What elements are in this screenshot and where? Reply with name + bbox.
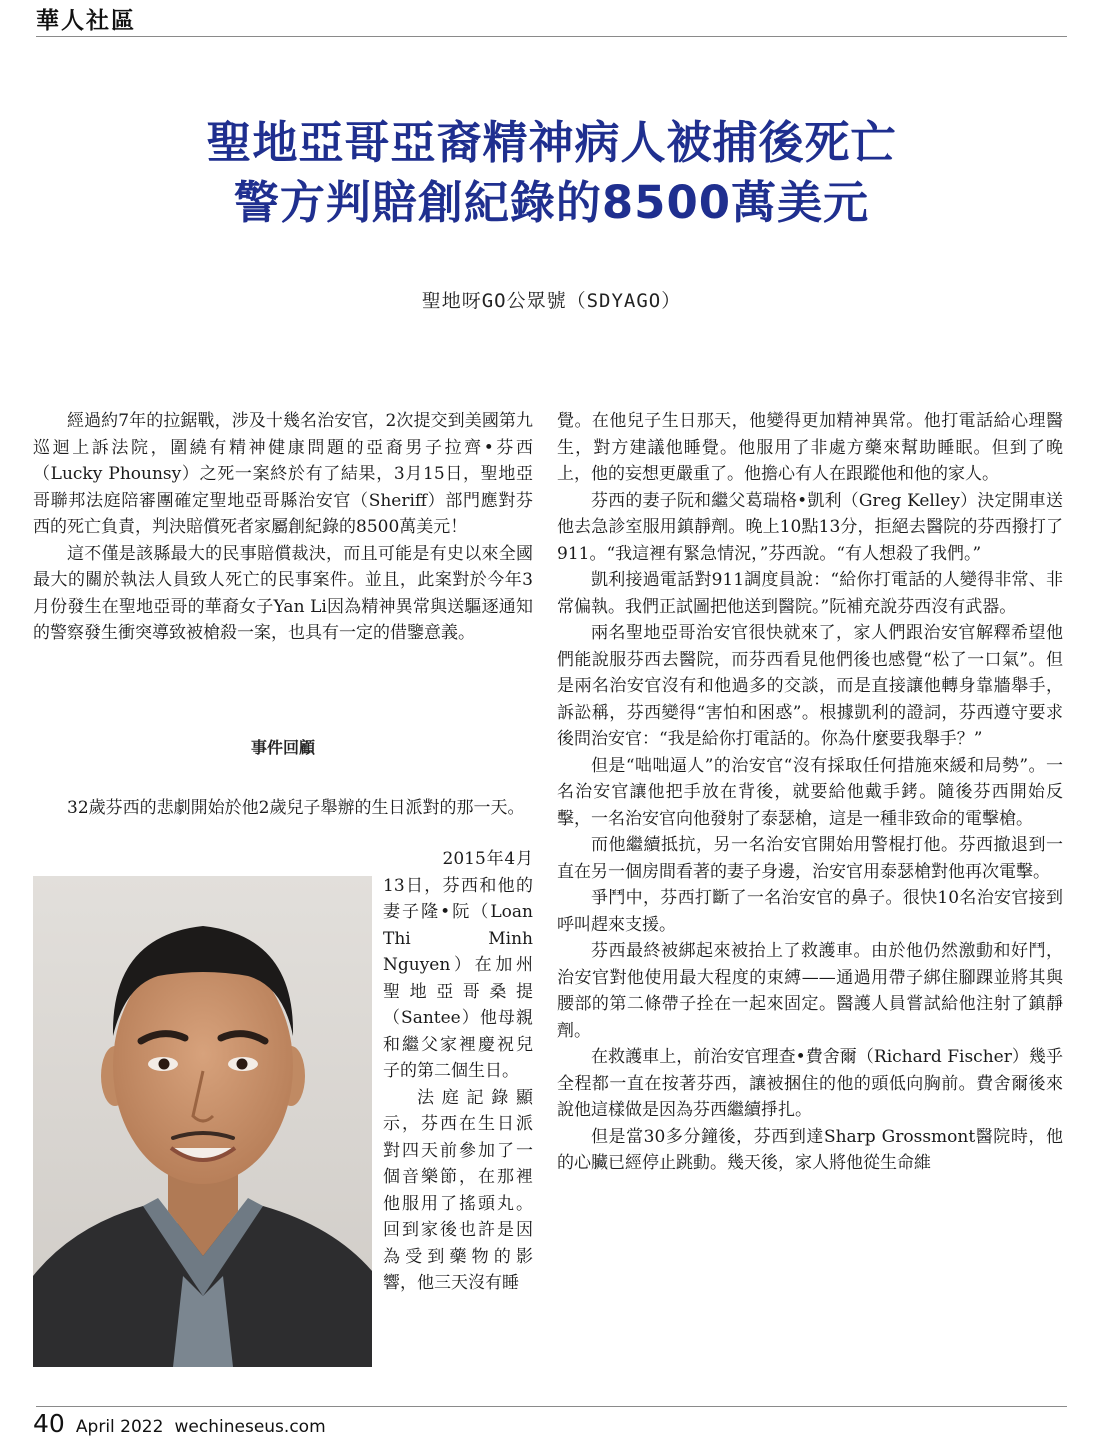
bottom-divider [36, 1406, 1067, 1407]
portrait-photo [33, 876, 372, 1367]
paragraph: 兩名聖地亞哥治安官很快就來了，家人們跟治安官解釋希望他們能說服芬西去醫院，而芬西看見他們後也感覺“松了一口氣”。但是兩名治安官沒有和他過多的交談，而是直接讓他轉身靠牆舉手，訴訟稱，芬西變得“害怕和困惑”。根據凱利的證詞，芬西遵守要求後問治安官：“我是給你打電話的。你為什麼要我舉手？” [557, 623, 1063, 749]
paragraph: 爭鬥中，芬西打斷了一名治安官的鼻子。很快10名治安官接到呼叫趕來支援。 [557, 888, 1063, 935]
paragraph: 這不僅是該縣最大的民事賠償裁決，而且可能是有史以來全國最大的關於執法人員致人死亡的民事案件。並且，此案對於今年3月份發生在聖地亞哥的華裔女子Yan Li因為精神異常與送驅逐通知的警察發生衝突導致被槍殺一案，也具有一定的借鑒意義。 [33, 543, 533, 643]
paragraph: 凱利接過電話對911調度員說：“給你打電話的人變得非常、非常偏執。我們正試圖把他送到醫院。”阮補充說芬西沒有武器。 [557, 570, 1063, 617]
headline-line-2: 警方判賠創紀錄的8500萬美元 [233, 176, 870, 229]
page-footer [33, 1409, 326, 1438]
section-tag: 華人社區 [36, 7, 136, 34]
byline: 聖地呀GO公眾號（SDYAGO） [421, 290, 682, 312]
right-column [557, 408, 1063, 1177]
paragraph: 芬西的妻子阮和繼父葛瑞格•凱利（Greg Kelley）決定開車送他去急診室服用鎮靜劑。晚上10點13分，拒絕去醫院的芬西撥打了911。“我這裡有緊急情況，”芬西說。“有人想殺了我們。” [557, 490, 1063, 564]
paragraph: 2015年4月13日，芬西和他的妻子隆•阮（Loan Thi Minh Nguyen）在加州聖地亞哥桑提（Santee）他母親和繼父家裡慶祝兒子的第二個生日。 [383, 849, 533, 1081]
page-number: 40 [33, 1409, 65, 1438]
headline [0, 113, 1103, 233]
paragraph: 芬西最終被綁起來被抬上了救護車。由於他仍然激動和好鬥，治安官對他使用最大程度的束縛——通過用帶子綁住腳踝並將其與腰部的第二條帶子拴在一起來固定。醫護人員嘗試給他注射了鎮靜劑。 [557, 941, 1063, 1041]
headline-line-1: 聖地亞哥亞裔精神病人被捕後死亡 [206, 116, 897, 169]
paragraph: 法庭記錄顯示，芬西在生日派對四天前參加了一個音樂節，在那裡他服用了搖頭丸。回到家後也許是因為受到藥物的影響，他三天沒有睡 [383, 1087, 533, 1293]
paragraph: 覺。在他兒子生日那天，他變得更加精神異常。他打電話給心理醫生，對方建議他睡覺。他服用了非處方藥來幫助睡眠。但到了晚上，他的妄想更嚴重了。他擔心有人在跟蹤他和他的家人。 [557, 411, 1063, 484]
site-link[interactable]: wechineseus.com [174, 1417, 326, 1437]
paragraph: 而他繼續抵抗，另一名治安官開始用警棍打他。芬西撤退到一直在另一個房間看著的妻子身邊，治安官用泰瑟槍對他再次電擊。 [557, 835, 1063, 882]
paragraph: 32歲芬西的悲劇開始於他2歲兒子舉辦的生日派對的那一天。 [67, 798, 525, 818]
left-column-lead [33, 795, 533, 822]
issue-date: April 2022 [75, 1417, 164, 1437]
paragraph: 但是當30多分鐘後，芬西到達Sharp Grossmont醫院時，他的心臟已經停止跳動。幾天後，家人將他從生命維 [557, 1126, 1063, 1173]
section-subhead: 事件回顧 [250, 738, 315, 757]
paragraph: 但是“咄咄逼人”的治安官“沒有採取任何措施來緩和局勢”。一名治安官讓他把手放在背後，就要給他戴手銬。隨後芬西開始反擊，一名治安官向他發射了泰瑟槍，這是一種非致命的電擊槍。 [557, 755, 1063, 829]
paragraph: 在救護車上，前治安官理查•費舍爾（Richard Fischer）幾乎全程都一直在按著芬西，讓被捆住的他的頭低向胸前。費舍爾後來說他這樣做是因為芬西繼續掙扎。 [557, 1047, 1063, 1120]
paragraph: 經過約7年的拉鋸戰，涉及十幾名治安官，2次提交到美國第九巡迴上訴法院，圍繞有精神健康問題的亞裔男子拉齊•芬西（Lucky Phounsy）之死一案終於有了結果，3月15日，聖地亞哥聯邦法庭陪審團確定聖地亞哥縣治安官（Sheriff）部門應對芬西的死亡負責，判決賠償死者家屬創紀錄的8500萬美元！ [33, 411, 533, 537]
left-column-intro [33, 408, 533, 647]
photo-side-column [383, 846, 533, 1297]
top-divider [36, 36, 1067, 37]
